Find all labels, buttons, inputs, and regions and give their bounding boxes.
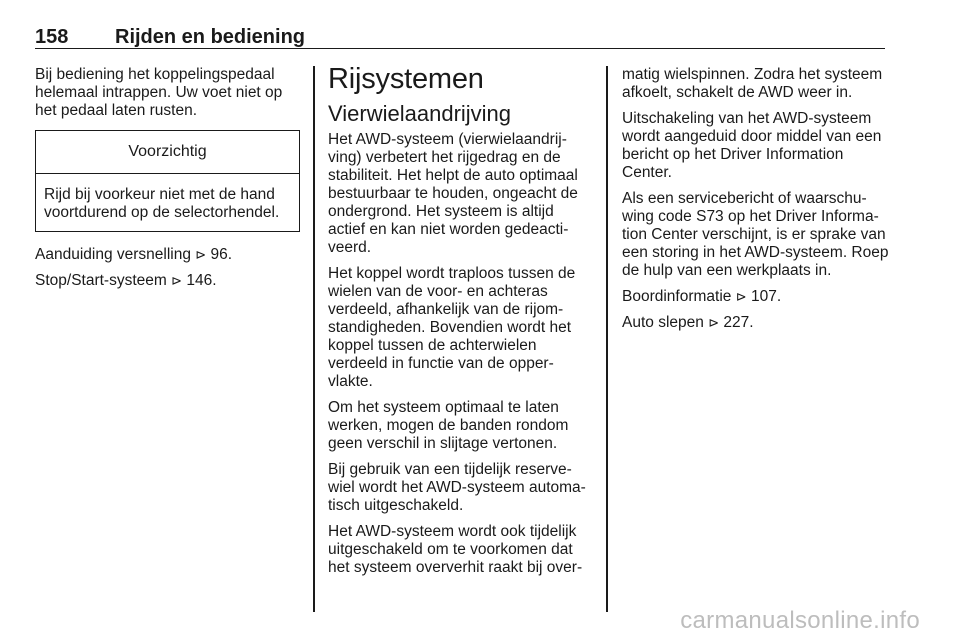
chapter-heading: Rijsystemen <box>328 63 484 95</box>
page-ref[interactable]: 146. <box>186 272 217 289</box>
caution-title: Voorzichtig <box>36 131 299 174</box>
cross-reference[interactable]: Stop/Start-systeem ⊳ 146. <box>35 272 217 289</box>
body-paragraph: Uitschakeling van het AWD-systeem wordt aangeduid door middel van een bericht op het Driver Information Center. <box>622 110 882 181</box>
cross-reference[interactable]: Aanduiding versnelling ⊳ 96. <box>35 246 233 263</box>
cross-reference[interactable]: Boordinformatie ⊳ 107. <box>622 288 782 305</box>
page-header <box>35 24 885 49</box>
column-divider <box>313 66 315 612</box>
page-ref[interactable]: 227. <box>723 314 754 331</box>
caution-box <box>35 130 300 232</box>
watermark: carmanualsonline.info <box>680 607 920 634</box>
body-paragraph: Het AWD-systeem (vierwielaandrij-ving) verbetert het rijgedrag en de stabiliteit. Het helpt de auto optimaal bestuurbaar te houden, ongeacht de ondergrond. Het systeem is altijd actief en kan niet worden gedeacti-veerd. <box>328 131 578 256</box>
column-right <box>622 66 890 340</box>
column-middle <box>328 63 590 585</box>
caution-text: Rijd bij voorkeur niet met de hand voortdurend op de selectorhendel. <box>44 186 280 221</box>
section-heading: Vierwielaandrijving <box>328 101 512 126</box>
page-ref[interactable]: 96. <box>210 246 233 263</box>
cross-reference[interactable]: Auto slepen ⊳ 227. <box>622 314 754 331</box>
body-paragraph: Het AWD-systeem wordt ook tijdelijk uitgeschakeld om te voorkomen dat het systeem oververhit raakt bij over- <box>328 523 583 576</box>
body-paragraph: Het koppel wordt traploos tussen de wielen van de voor- en achteras verdeeld, afhankelijk van de rijom-standigheden. Bovendien wordt het koppel tussen de achterwielen verdeeld in functie van de opper-vlakte. <box>328 265 576 390</box>
page-ref[interactable]: 107. <box>750 288 782 305</box>
column-divider <box>606 66 608 612</box>
column-left <box>35 66 300 298</box>
arrow-icon: ⊳ <box>195 247 207 262</box>
arrow-icon: ⊳ <box>708 315 720 330</box>
body-paragraph: Om het systeem optimaal te laten werken, mogen de banden rondom geen verschil in slijtage vertonen. <box>328 399 569 452</box>
section-title: Rijden en bediening <box>115 26 306 48</box>
body-paragraph: matig wielspinnen. Zodra het systeem afkoelt, schakelt de AWD weer in. <box>622 66 883 101</box>
arrow-icon: ⊳ <box>735 289 747 304</box>
intro-paragraph: Bij bediening het koppelingspedaal helemaal intrappen. Uw voet niet op het pedaal laten rusten. <box>35 66 283 119</box>
page-number: 158 <box>35 26 69 48</box>
body-paragraph: Bij gebruik van een tijdelijk reserve-wiel wordt het AWD-systeem automa-tisch uitgeschakeld. <box>328 461 586 514</box>
arrow-icon: ⊳ <box>171 273 183 288</box>
body-paragraph: Als een servicebericht of waarschu-wing code S73 op het Driver Informa-tion Center verschijnt, is er sprake van een storing in het AWD-systeem. Roep de hulp van een werkplaats in. <box>622 190 889 279</box>
